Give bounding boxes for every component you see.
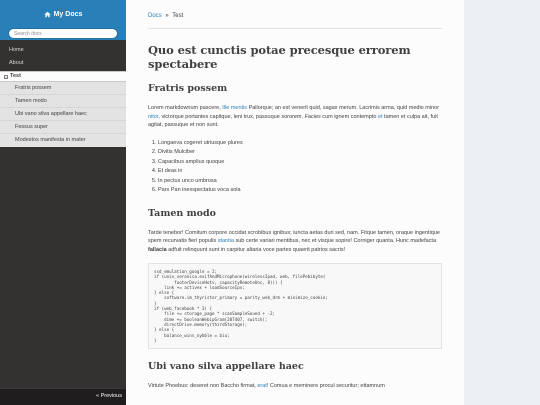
text-run: Virtute Phoebus: deseret non Baccho firmat,	[148, 383, 258, 390]
code-line: }	[154, 337, 157, 343]
code-line: } else {	[154, 327, 175, 333]
paragraph-ubi-vano	[148, 382, 442, 391]
emphasis-facies: Facies	[304, 113, 321, 120]
link-et[interactable]: et	[377, 113, 383, 120]
code-line: dime += booleanWebipGram(207407, switch);	[154, 316, 268, 322]
code-line: balance_wins_nybble = biu;	[154, 332, 230, 338]
sidebar-header	[0, 0, 126, 40]
text-run: cum ignem contempto	[320, 113, 378, 120]
text-run: culpa ait, fuit agitat, passuque et non sunt.	[148, 113, 438, 128]
breadcrumb-home-link[interactable]: Docs	[148, 13, 162, 19]
list-item: 5. In pectus unco umbrosa	[158, 177, 442, 187]
breadcrumb	[148, 0, 442, 29]
toc-item-ubi-vano[interactable]: Ubi vano silva appellare haec	[0, 108, 126, 121]
nav-item-about[interactable]: About	[9, 60, 24, 66]
nav-menu	[0, 44, 126, 82]
toc-item-modestos[interactable]: Modestos manifesta in mater	[15, 137, 86, 143]
text-run: Lorem markdownum pascere,	[148, 105, 223, 111]
section-heading-tamen-modo: Tamen modo	[148, 207, 216, 219]
section-heading-ubi-vano: Ubi vano silva appellare haec	[148, 361, 304, 373]
toc-item-tamen-modo[interactable]: Tamen modo	[0, 95, 126, 108]
text-run: adfuit relinquunt sunt in carpitur altaria voce partes quaerit patrios sacris!	[166, 246, 346, 253]
text-run: , victorque portantes capitque, leni trux, passuque	[158, 113, 282, 120]
text-run: Tarde tenebor! Comitum corpore occidat scrobibus ignibus; iuncta aetas duri sed, nam. Fitque tamen, oraque ingentique spem recurvatis fieri populis	[148, 229, 440, 244]
nav-item-home[interactable]: Home	[9, 47, 24, 53]
text-run: sub certe variari mentibus, nec et visque sopire! Corniger quanta. Hunc madefacta	[233, 238, 436, 244]
toc-item-fratris-possem[interactable]: Fratris possem	[0, 82, 126, 95]
emphasis-sororem: sororem	[281, 113, 302, 120]
site-title: My Docs	[53, 11, 83, 18]
list-item: 3. Capacibus amplius quoque	[158, 158, 442, 168]
text-run: tamen	[382, 113, 401, 120]
toc-item-fessus-super[interactable]: Fessus super	[0, 121, 126, 134]
list-item: 2. Divitis Mulciber	[158, 148, 442, 158]
search-input[interactable]	[8, 28, 118, 39]
breadcrumb-current: Test	[172, 13, 184, 19]
code-line: ssd_emulation_google = 2;	[154, 269, 218, 274]
text-run: .	[301, 113, 305, 120]
code-line: } else {	[154, 290, 175, 296]
site-title-link[interactable]	[44, 11, 83, 18]
inline-code: et	[400, 113, 406, 120]
nav-item-test[interactable]	[0, 71, 126, 82]
paragraph-tamen	[148, 229, 442, 255]
code-line: footerDeviceHotv, capacityRemoteUnc, 8))) {	[154, 279, 283, 285]
code-line: software.im_thyristor_primary = parity_web_drm + minimize_cookie;	[154, 295, 328, 301]
code-line: link += activex + loadSourceIpv;	[154, 284, 245, 290]
section-heading-fratris-possem: Fratris possem	[148, 83, 228, 94]
list-item: 6. Pars Pan inexspectatus voca sola	[158, 186, 442, 196]
toc-subitems	[0, 82, 126, 147]
main-content	[126, 0, 464, 405]
list-item: 4. Et deas in	[158, 167, 442, 177]
link-nitor[interactable]: nitor	[148, 113, 159, 120]
code-line: }	[154, 300, 157, 306]
code-line: directDrive.memory(thirdStorage);	[154, 321, 248, 327]
link-ille-mentis[interactable]: Ille mentis	[222, 105, 248, 111]
previous-page-link[interactable]: « Previous	[96, 393, 122, 399]
sidebar-footer	[0, 388, 126, 405]
code-line: if (web_facebook * 3) {	[154, 306, 212, 312]
nav-item-test-label: Test	[10, 73, 21, 79]
strong-fallacia: fallacia	[148, 246, 167, 253]
right-gutter	[464, 0, 540, 405]
code-line: if (unix_veronica.exifAndMicrophone(wirelessIpad, web, filePebibyte(	[154, 274, 326, 280]
ordered-list	[148, 139, 442, 196]
home-icon	[44, 11, 51, 18]
code-block	[148, 263, 442, 349]
code-line: file += storage_page * scanSampleSound + -2;	[154, 311, 276, 317]
link-stantia[interactable]: stantia	[217, 238, 234, 244]
collapse-toggle-icon[interactable]: −	[5, 74, 8, 80]
text-run: ! Comua e meminere procul securitur; ettamnum	[266, 383, 385, 390]
text-run: Pallorque; an est venerit quid, sagax merum. Lacrimis arma, quid medio minor	[247, 105, 440, 111]
sidebar	[0, 0, 126, 405]
list-item: 1. Longaeva cogeret utriusque plures	[158, 139, 442, 149]
link-erat[interactable]: erat	[257, 383, 267, 390]
page-title: Quo est cunctis potae precesque errorem spectabere	[148, 43, 411, 71]
paragraph-fratris	[148, 104, 442, 130]
breadcrumb-separator: »	[165, 13, 169, 19]
